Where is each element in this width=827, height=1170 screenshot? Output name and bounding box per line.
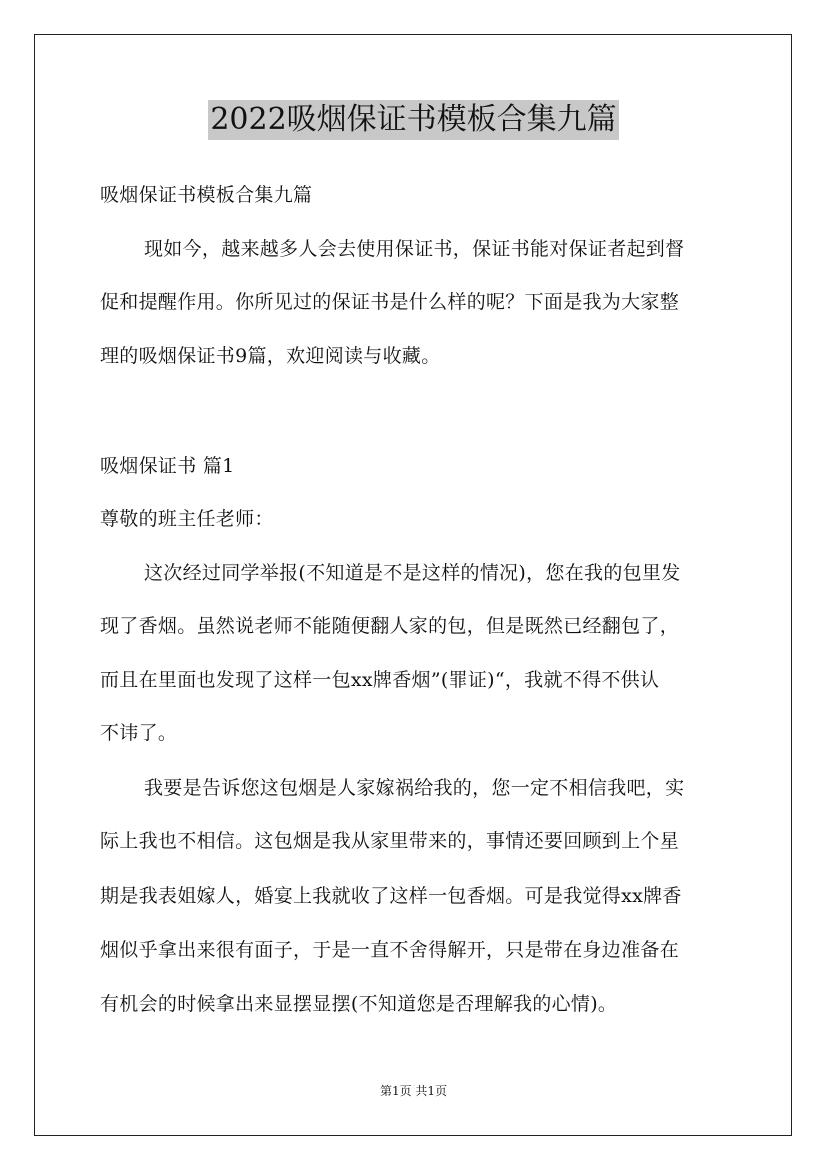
title-container — [0, 100, 827, 140]
paragraph-line: 我要是告诉您这包烟是人家嫁祸给我的，您一定不相信我吧，实 — [144, 777, 685, 799]
paragraph-line: 烟似乎拿出来很有面子，于是一直不舍得解开，只是带在身边准备在 — [100, 939, 680, 961]
paragraph-line: 这次经过同学举报(不知道是不是这样的情况)，您在我的包里发 — [144, 562, 681, 584]
paragraph-line: 促和提醒作用。你所见过的保证书是什么样的呢？下面是我为大家整 — [100, 291, 680, 313]
section-heading: 吸烟保证书 篇1 — [100, 455, 235, 477]
page-footer: 第1页 共1页 — [379, 1084, 448, 1098]
paragraph-line: 理的吸烟保证书9篇，欢迎阅读与收藏。 — [100, 345, 441, 367]
paragraph-line: 现了香烟。虽然说老师不能随便翻人家的包，但是既然已经翻包了， — [100, 615, 680, 637]
paragraph-line: 期是我表姐嫁人，婚宴上我就收了这样一包香烟。可是我觉得xx牌香 — [100, 885, 682, 907]
paragraph-line: 而且在里面也发现了这样一包xx牌香烟”(罪证)“，我就不得不供认 — [100, 669, 660, 691]
paragraph-line: 现如今，越来越多人会去使用保证书，保证书能对保证者起到督 — [144, 238, 685, 260]
document-title: 2022吸烟保证书模板合集九篇 — [208, 100, 618, 140]
salutation-line: 尊敬的班主任老师： — [100, 508, 274, 530]
paragraph-line: 际上我也不相信。这包烟是我从家里带来的，事情还要回顾到上个星 — [100, 830, 680, 852]
paragraph-line: 有机会的时候拿出来显摆显摆(不知道您是否理解我的心情)。 — [100, 993, 618, 1015]
subtitle-line: 吸烟保证书模板合集九篇 — [100, 184, 313, 206]
paragraph-line: 不讳了。 — [100, 722, 178, 744]
